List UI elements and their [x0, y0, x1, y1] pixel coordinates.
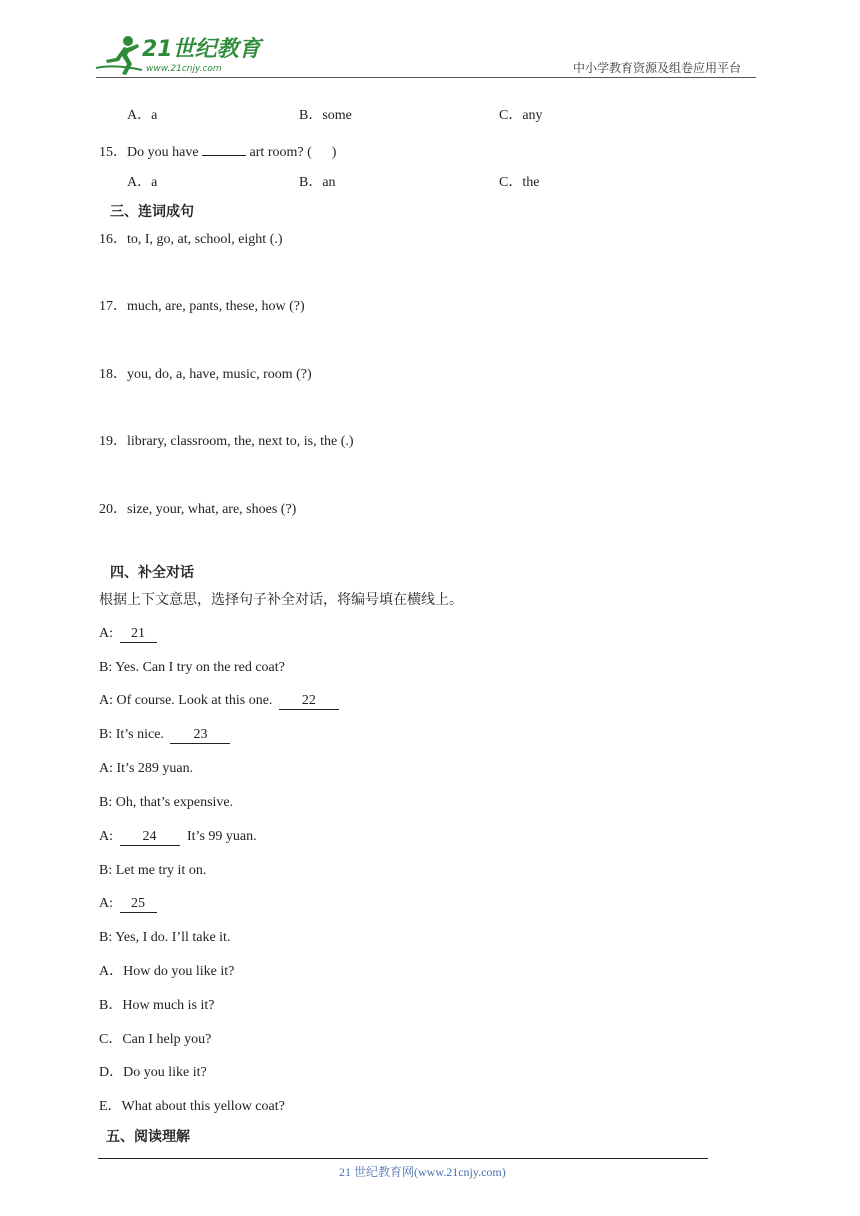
site-title: 中小学教育资源及组卷应用平台	[573, 61, 742, 75]
answer-blank[interactable]	[202, 141, 246, 156]
item-number: 16．	[99, 232, 127, 247]
header-divider	[96, 77, 756, 78]
question-stem: Do you have	[127, 145, 199, 160]
answer-blank[interactable]: 24	[120, 829, 180, 846]
dialogue-line: B: It’s nice. 23	[99, 726, 230, 744]
choice-item: E．What about this yellow coat?	[99, 1099, 285, 1114]
answer-blank[interactable]: 21	[120, 626, 157, 643]
option: C．the	[499, 175, 540, 190]
logo-url-text: www.21cnjy.com	[146, 64, 222, 74]
choice-item: B．How much is it?	[99, 998, 215, 1013]
list-item	[99, 231, 283, 249]
item-text: size, your, what, are, shoes (?)	[127, 502, 297, 517]
item-number: 17．	[99, 299, 127, 314]
option: A．a	[127, 175, 158, 190]
runner-logo-icon	[94, 34, 146, 76]
dialogue-line: B: Yes. Can I try on the red coat?	[99, 660, 285, 675]
option: B．some	[299, 108, 352, 123]
section-title: 四、补全对话	[110, 565, 194, 581]
logo	[94, 34, 264, 76]
dialogue-line: A: 24 It’s 99 yuan.	[99, 829, 257, 844]
item-text: to, I, go, at, school, eight (.)	[127, 232, 283, 247]
dialogue-line: B: Let me try it on.	[99, 863, 207, 878]
option: B．an	[299, 175, 336, 190]
dialogue-line: A: 21	[99, 625, 157, 643]
item-number: 20．	[99, 502, 127, 517]
dialogue-line: A: Of course. Look at this one. 22	[99, 692, 339, 710]
dialogue-line: A: It’s 289 yuan.	[99, 761, 194, 776]
question-15	[99, 141, 336, 162]
answer-blank[interactable]: 23	[170, 727, 230, 744]
dialogue-line: B: Oh, that’s expensive.	[99, 795, 234, 810]
item-text: you, do, a, have, music, room (?)	[127, 367, 312, 382]
item-number: 18．	[99, 367, 127, 382]
footer-divider	[98, 1158, 708, 1159]
section-title: 三、连词成句	[110, 204, 194, 220]
section-title: 五、阅读理解	[106, 1129, 190, 1145]
list-item	[99, 298, 305, 316]
choice-item: D．Do you like it?	[99, 1065, 207, 1080]
list-item	[99, 501, 296, 519]
question-number: 15．	[99, 145, 127, 160]
dialogue-line: A: 25	[99, 895, 157, 913]
choice-item: A．How do you like it?	[99, 964, 235, 979]
choice-item: C．Can I help you?	[99, 1032, 212, 1047]
item-number: 19．	[99, 434, 127, 449]
option: C．any	[499, 108, 543, 123]
item-text: much, are, pants, these, how (?)	[127, 299, 305, 314]
section-instruction: 根据上下文意思，选择句子补全对话，将编号填在横线上。	[99, 592, 463, 608]
footer-text: 21 世纪教育网(www.21cnjy.com)	[339, 1165, 506, 1179]
item-text: library, classroom, the, next to, is, the (.)	[127, 434, 354, 449]
answer-blank[interactable]: 25	[120, 896, 157, 913]
list-item	[99, 366, 312, 384]
option: A．a	[127, 108, 158, 123]
logo-main-text: 21世纪教育	[142, 37, 261, 62]
list-item	[99, 433, 354, 451]
question-stem-after: art room? (	[249, 145, 312, 160]
answer-blank[interactable]: 22	[279, 693, 339, 710]
dialogue-line: B: Yes, I do. I’ll take it.	[99, 930, 231, 945]
question-stem-close: )	[331, 145, 337, 160]
